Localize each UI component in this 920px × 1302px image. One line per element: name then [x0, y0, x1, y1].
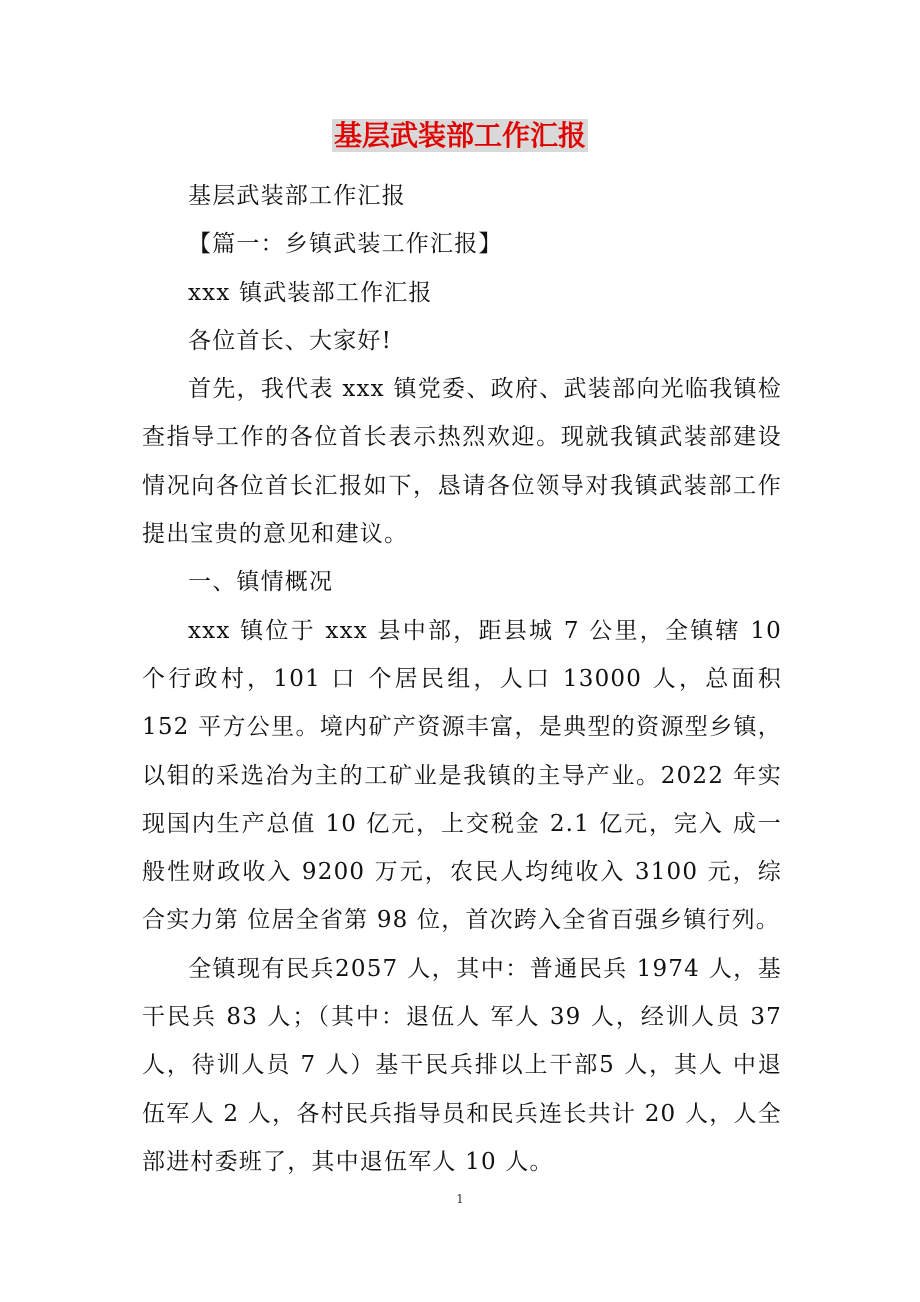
- paragraph-militia-stats: 全镇现有民兵2057 人，其中：普通民兵 1974 人，基干民兵 83 人；（其中：退伍人 军人 39 人，经训人员 37 人，待训人员 7 人）基干民兵排以上干部5 人，其人 中退伍军人 2 人，各村民兵指导员和民兵连长共计 20 人，人全部进村委班了，其中退伍军人 10 人。: [142, 955, 782, 1175]
- paragraph-section-title: 【篇一：乡镇武装工作汇报】: [188, 231, 503, 258]
- paragraph-town-overview: xxx 镇位于 xxx 县中部，距县城 7 公里，全镇辖 10 个行政村，101 口 个居民组，人口 13000 人，总面积 152 平方公里。境内矿产资源丰富，是典型的资源型乡镇，以钼的采选冶为主的工矿业是我镇的主导产业。2022 年实现国内生产总值 10 亿元，上交税金 2.1 亿元，完入 成一般性财政收入 9200 万元，农民人均纯收入 3100 元，综合实力第 位居全省第 98 位，首次跨入全省百强乡镇行列。: [142, 617, 782, 934]
- paragraph-heading: 基层武装部工作汇报: [188, 183, 406, 209]
- page-number: 1: [456, 1192, 464, 1206]
- document-title: [0, 114, 920, 158]
- paragraph-subheading: 一、镇情概况: [188, 569, 334, 596]
- document-title-text: 基层武装部工作汇报: [333, 119, 586, 152]
- paragraph-report-title: xxx 镇武装部工作汇报: [188, 279, 433, 306]
- document-body: [142, 172, 782, 1186]
- paragraph-introduction: 首先，我代表 xxx 镇党委、政府、武装部向光临我镇检查指导工作的各位首长表示热烈欢迎。现就我镇武装部建设情况向各位首长汇报如下，恳请各位领导对我镇武装部工作提出宝贵的意见和建议。: [142, 376, 782, 548]
- paragraph-greeting: 各位首长、大家好!: [188, 327, 393, 354]
